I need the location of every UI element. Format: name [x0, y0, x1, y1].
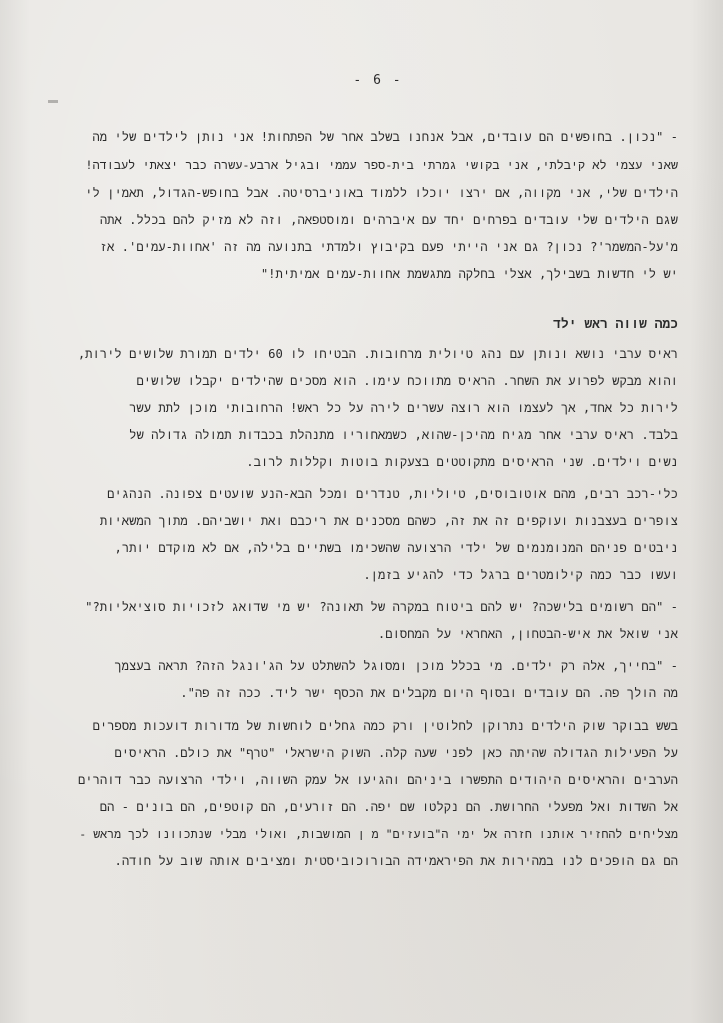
- paragraph-2-line-4: בלבד. ראיס ערבי אחר מגיח מהיכן-שהוא, כשמאחוריו מתנהלת בכבדות תמולה גדולה של: [129, 428, 678, 442]
- paragraph-6-line-5: מצליחים להחזיר אותנו חזרה אל ימי ה"בועזים" מ ן המושבות, ואולי מבלי שנתכוונו לכך מראש -: [79, 827, 678, 841]
- paragraph-4-line-1: - "הם רשומים בלישכה? יש להם ביטוח במקרה של תאונה? יש מי שדואג לזכויות סוציאליות?": [85, 600, 678, 614]
- paragraph-1-line-4: שגם הילדים שלי עובדים בפרחים יחד עם איברהים ומוסטפאה, וזה לא מזיק להם בכלל. אתה: [99, 213, 678, 227]
- paragraph-1-line-5: מ'על-המשמר'? נכון? גם אני הייתי פעם בקיבוץ ולמדתי בתנועה מה זה 'אחוות-עמים'. אז: [99, 240, 678, 254]
- paragraph-1-line-2: שאני עצמי לא קיבלתי, אני בקושי גמרתי בית-ספר עממי ובגיל ארבע-עשרה כבר יצאתי לעבודה!: [85, 158, 678, 172]
- margin-mark: [48, 100, 58, 103]
- paragraph-6-line-1: בשש בבוקר שוק הילדים נתרוקן לחלוטין ורק כמה גחלים לוחשות של מדורות דועכות מספרים: [92, 719, 678, 733]
- paragraph-1-line-6: יש לי חדשות בשבילך, אצלי בחלקה מתגשמת אחוות-עמים אמיתית!": [260, 267, 678, 281]
- paragraph-6-line-3: הערבים והראיסים היהודים התפשרו ביניהם והגיעו אל עמק השווה, וילדי הרצועה כבר דוהרים: [78, 773, 678, 787]
- paragraph-6-line-6: הם גם הופכים לנו במהירות את הפיראמידה הבורוכוביסטית ומציבים אותה שוב על חודה.: [114, 854, 678, 868]
- paragraph-6-line-2: על הפעילות הגדולה שהיתה כאן לפני שעה קלה. השוק הישראלי "טרף" את כולם. הראיסים: [114, 746, 678, 760]
- paragraph-3-line-3: ניבטים פניהם המנומנמים של ילדי הרצועה שהשכימו בשתיים בלילה, אם לא מוקדם יותר,: [114, 541, 678, 555]
- paragraph-3-line-4: ועשו כבר כמה קילומטרים ברגל כדי להגיע בזמן.: [363, 568, 678, 582]
- paragraph-1-line-3: הילדים שלי, אני מקווה, אם ירצו יוכלו ללמוד באוניברסיטה. אבל בחופש-הגדול, תאמין לי: [85, 186, 678, 200]
- paragraph-5-line-2: מה הולך פה. הם עובדים ובסוף היום מקבלים את הכסף ישר ליד. ככה זה פה".: [180, 686, 678, 700]
- paragraph-4-line-2: אני שואל את איש-הבטחון, האחראי על המחסום.: [377, 627, 678, 641]
- paragraph-1-line-1: - "נכון. בחופשים הם עובדים, אבל אנחנו בשלב אחר של הפתחות! אני נותן לילדים שלי מה: [92, 130, 678, 144]
- paragraph-2-line-1: ראיס ערבי נושא ונותן עם נהג טיולית מרחובות. הבטיחו לו 60 ילדים תמורת שלושים לירות,: [78, 347, 678, 361]
- paragraph-2-line-2: והוא מבקש לפרוע את השחר. הראיס מתווכח עימו. הוא מסכים שהילדים יקבלו שלושים: [136, 374, 678, 388]
- paragraph-3-line-1: כלי-רכב רבים, מהם אוטובוסים, טיוליות, טנדרים ומכל הבא-הנע שועטים צפונה. הנהגים: [107, 487, 678, 501]
- page-number: - 6 -: [353, 73, 403, 88]
- paragraph-2-line-5: נשים וילדים. שני הראיסים מתקוטטים בצעקות בוטות וקללות לרוב.: [246, 455, 678, 469]
- paragraph-5-line-1: - "בחייך, אלה רק ילדים. מי בכלל מוכן ומסוגל להשתלט על הג'ונגל הזה? תראה בעצמך: [114, 659, 678, 673]
- paragraph-3-line-2: צופרים בעצבנות ועוקפים זה את זה, כשהם מסכנים את ריכבם ואת יושביהם. מתוך המשאיות: [99, 514, 678, 528]
- paragraph-2-line-3: לירות כל אחד, אך לעצמו הוא רוצה עשרים לירה על כל ראש! הרחובותי מוכן לתת עשר: [129, 401, 678, 415]
- section-heading: כמה שווה ראש ילד: [553, 317, 678, 332]
- paragraph-6-line-4: אל השדות ואל מפעלי החרושת. הם נקלטו שם יפה. הם זורעים, הם קוטפים, הם בונים - הם: [99, 800, 678, 814]
